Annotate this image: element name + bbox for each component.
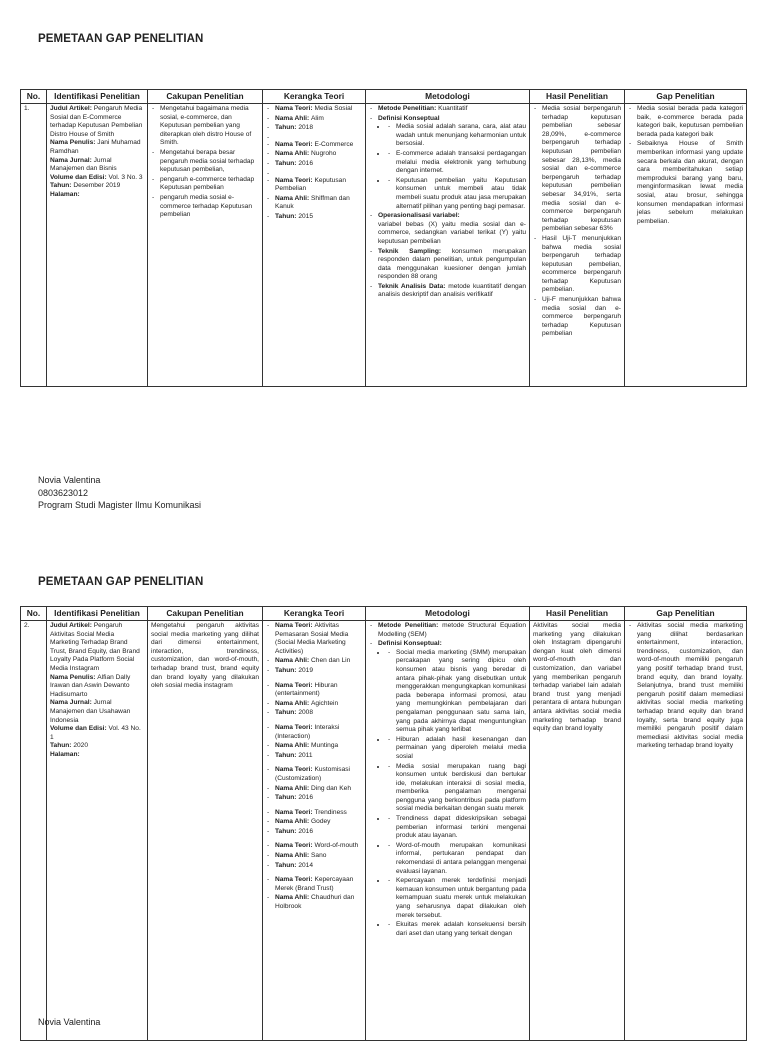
- list-item: - Tahun: 2011: [266, 752, 362, 761]
- cell-no: 1.: [21, 104, 47, 387]
- header-metodologi: Metodologi: [366, 607, 530, 621]
- list-item: - Nama Ahli: Chaudhuri dan Holbrook: [266, 894, 362, 911]
- value-tahun: Desember 2019: [73, 182, 121, 190]
- cell-identifikasi: Judul Artikel: Pengaruh Media Sosial dan E-Commerce terhadap Keputusan Pembelian Distro House of Smith Nama Penulis: Jani Muhamad Ramdhan Nama Jurnal: Jurnal Manajemen dan Bisnis Volume dan Edisi: Vol. 3 No. 3 Tahun: Desember 2019 Halaman:: [47, 104, 148, 387]
- author-id: 0803623012: [38, 487, 89, 498]
- cell-hasil: Aktivitas social media marketing yang dilakukan oleh Instagram dipengaruhi dengan kuat oleh dimensi word-of-mouth dan customization, dan variabel yang memberikan pengaruh terhadap variabel lain adalah brand trust yang menjadi perantara di antara hubungan antara aktivitas social media marketing terhadap brand equity dan brand loyalty: [530, 621, 625, 1041]
- label-tahun: Tahun: [50, 182, 70, 190]
- list-item: - pengaruh e-commerce terhadap Keputusan pembelian: [151, 176, 259, 193]
- list-item: - Nama Ahli: Nugroho: [266, 150, 362, 159]
- list-item: - • Ekuitas merek adalah konsekuensi bersih dari aset dan utang yang terkait dengan: [387, 921, 526, 938]
- header-hasil: Hasil Penelitian: [530, 90, 625, 104]
- list-item: - Nama Ahli: Chen dan Lin: [266, 657, 362, 666]
- cell-identifikasi: Judul Artikel: Pengaruh Aktivitas Social Media Marketing Terhadap Brand Trust, Brand Equity, dan Brand Loyalty Pada Platform Social Media Instagram Nama Penulis: Alfian Dally Irawan dan Aswin Dewanto Hadisumarto Nama Jurnal: Jurnal Manajemen dan Usahawan Indonesia Volume dan Edisi: Vol. 43 No. 1 Tahun: 2020 Halaman:: [47, 621, 148, 1041]
- cell-cakupan: Mengetahui pengaruh aktivitas social media marketing yang dilihat dari dimensi entertainment, interaction, trendiness, customization, dan word-of-mouth, terhadap brand trust, brand equity dan brand loyalty yang dilakukan oleh sosial media instagram: [148, 621, 263, 1041]
- label-penulis: Nama Penulis: [50, 139, 94, 147]
- value-jurnal: Jurnal Manajemen dan Bisnis: [50, 156, 117, 173]
- list-item: - Definisi Konseptual: - • Social media marketing (SMM) merupakan percakapan yang sering dipicu oleh konsumen atau bisnis yang beredar di antara pihak-pihak yang disebutkan untuk menggerakkan mengungkapkan komunikasi pada beberapa informasi promosi, atau yang memungkinkan pembelajaran dari pengalaman penggunaan satu sama lain, yang pada akhirnya dapat menguntungkan semua pihak yang terlibat - • Hiburan adalah hasil kesenangan dan permainan yang diperoleh melalui media sosial - • Media sosial merupakan ruang bagi konsumen untuk berdiskusi dan bertukar ide, melakukan interaksi di sosial media, memberika pengalaman mengenai pengguna yang berkontribusi pada platform sosial media berkaitan dengan suatu merek - • Trendiness dapat dideskripsikan sebagai pemberian informasi terkini mengenai produk atau layanan. - • Word-of-mouth merupakan komunikasi informal, pertukaran pendapat dan rekomendasi di antara pelanggan mengenai evaluasi layanan. - • Kepercayaan merek terdefinisi menjadi kemauan konsumen untuk bergantung pada kemampuan suatu merek untuk melakukan yang seharusnya dapat dilakukan oleh merek tersebut. - • Ekuitas merek adalah konsekuensi bersih dari aset dan utang yang terkait dengan: [369, 640, 526, 938]
- list-item: - Mengetahui bagaimana media sosial, e-commerce, dan Keputusan pembelian yang diterapkan oleh distro House of Smith.: [151, 105, 259, 148]
- teori-group: [266, 876, 362, 911]
- cell-kerangka-teori: [263, 621, 366, 1041]
- teori-group: [266, 766, 362, 802]
- list-item: - Hasil Uji-T menunjukkan bahwa media sosial berpengaruh terhadap keputusan pembelian, ecommerce berpengaruh terhadap Keputusan pembelian.: [533, 235, 621, 295]
- teori-group: [266, 622, 362, 676]
- list-item: - • Kepercayaan merek terdefinisi menjadi kemauan konsumen untuk bergantung pada kemampuan suatu merek untuk melakukan yang seharusnya dapat dilakukan oleh merek tersebut.: [387, 877, 526, 920]
- table-row: [21, 621, 747, 1041]
- list-item: - Tahun: 2018: [266, 124, 362, 133]
- label-jurnal: Nama Jurnal: [50, 156, 90, 164]
- list-item: - Nama Teori: Aktivitas Pemasaran Sosial Media (Social Media Marketing Activities): [266, 622, 362, 656]
- list-item: - Nama Teori: Kustomisasi (Customization): [266, 766, 362, 783]
- teori-group: [266, 724, 362, 760]
- header-kerangka-teori: Kerangka Teori: [263, 607, 366, 621]
- cell-hasil: [530, 104, 625, 387]
- list-item: - pengaruh media sosial e-commerce terhadap Keputusan pembelian: [151, 194, 259, 220]
- list-item: - Mengetahui berapa besar pengaruh media sosial terhadap keputusan pembelian,: [151, 149, 259, 175]
- header-gap: Gap Penelitian: [625, 607, 747, 621]
- cell-gap: [625, 621, 747, 1041]
- label-halaman: Halaman: [50, 190, 78, 198]
- page-title: PEMETAAN GAP PENELITIAN: [38, 576, 204, 588]
- table-header-row: [21, 90, 747, 104]
- header-gap: Gap Penelitian: [625, 90, 747, 104]
- teori-list: [266, 622, 362, 912]
- header-hasil: Hasil Penelitian: [530, 607, 625, 621]
- gap-table-2: [20, 606, 747, 1041]
- cell-cakupan: [148, 104, 263, 387]
- list-item: - Aktivitas social media marketing yang dilihat berdasarkan entertainment, interaction, trendiness, customization, dan word-of-mouth memiliki pengaruh yang positif terhadap brand trust, brand equity, dan brand loyalty. Selanjutnya, brand trust memiliki pengaruh positif dalam memediasi aktivitas social media marketing terhadap brand equity dan brand loyalty, serta brand equity juga memiliki pengaruh positif dalam memediasi aktivitas social media marketing terhadap brand loyalty: [628, 622, 743, 751]
- list-item: - Nama Ahli: Sano: [266, 852, 362, 861]
- list-item: - • Keputusan pembelian yaitu Keputusan konsumen untuk membeli atau tidak membeli suatu produk atau jasa merupakan alternatif pilihan yang penting bagi pemasar.: [387, 177, 526, 211]
- author-block: [38, 474, 201, 512]
- author-program: Program Studi Magister Ilmu Komunikasi: [38, 500, 202, 510]
- header-identifikasi: Identifikasi Penelitian: [47, 607, 148, 621]
- header-identifikasi: Identifikasi Penelitian: [47, 90, 148, 104]
- cell-metodologi: [366, 104, 530, 387]
- teori-group: [266, 809, 362, 837]
- list-item: - Nama Teori: Word-of-mouth: [266, 842, 362, 851]
- list-item: - Nama Ahli: Shiffman dan Kanuk: [266, 195, 362, 212]
- table-row: [21, 104, 747, 387]
- list-item: - Nama Teori: Kepercayaan Merek (Brand Trust): [266, 876, 362, 893]
- list-item: - Nama Teori: Trendiness: [266, 809, 362, 818]
- list-item: - Teknik Analisis Data: metode kuantitatif dengan analisis deskriptif dan analisis verifikatif: [369, 283, 526, 300]
- cell-kerangka-teori: [263, 104, 366, 387]
- teori-group: [266, 682, 362, 718]
- gap-table-1: [20, 89, 747, 387]
- list-item: - Sebaiknya House of Smith memberikan informasi yang update secara berkala dan akurat, dengan cara memberitahukan setiap memproduksi barang yang baru, menginformasikan lewat media sosial, atau brosur, sehingga konsumen mendapatkan informasi jelas sebelum melakukan pembelian.: [628, 140, 743, 226]
- list-item: - Tahun: 2008: [266, 709, 362, 718]
- header-kerangka-teori: Kerangka Teori: [263, 90, 366, 104]
- list-item: - Operasionalisasi variabel: variabel bebas (X) yaitu media sosial dan e-commerce, sedangkan variabel terikat (Y) yaitu keputusan pembelian: [369, 212, 526, 246]
- list-item: - • Media sosial merupakan ruang bagi konsumen untuk berdiskusi dan bertukar ide, melakukan interaksi di sosial media, memberika pengalaman mengenai pengguna yang berkontribusi pada platform sosial media berkaitan dengan suatu merek: [387, 763, 526, 815]
- author-name: Novia Valentina: [38, 475, 101, 485]
- list-item: - Tahun: 2014: [266, 862, 362, 871]
- list-item: - Teknik Sampling: konsumen merupakan responden dalam penelitian, untuk pengumpulan data menggunakan kuesioner dengan jumlah responden 88 orang: [369, 248, 526, 282]
- cell-gap: [625, 104, 747, 387]
- list-item: - Nama Ahli: Muntinga: [266, 742, 362, 751]
- header-cakupan: Cakupan Penelitian: [148, 607, 263, 621]
- page-title: PEMETAAN GAP PENELITIAN: [38, 33, 204, 45]
- table-header-row: [21, 607, 747, 621]
- list-item: - Nama Teori: Hiburan (entertainment): [266, 682, 362, 699]
- header-no: No.: [21, 90, 47, 104]
- header-cakupan: Cakupan Penelitian: [148, 90, 263, 104]
- list-item: - Media sosial berada pada kategori baik, e-commerce berada pada kategori baik, keputusan pembelian berada pada kategori baik: [628, 105, 743, 139]
- list-item: - Nama Ahli: Ding dan Keh: [266, 785, 362, 794]
- list-item: - Metode Penelitian: Kuantitatif: [369, 105, 526, 114]
- value-penulis: Jani Muhamad Ramdhan: [50, 139, 141, 155]
- cell-no: 2.: [21, 621, 47, 1041]
- list-item: - Nama Ahli: Agichtein: [266, 700, 362, 709]
- list-item: - Nama Teori: Interaksi (Interaction): [266, 724, 362, 741]
- cell-metodologi: [366, 621, 530, 1041]
- label-judul: Judul Artikel: [50, 105, 90, 112]
- list-item: - Tahun: 2016: [266, 160, 362, 169]
- list-item: - Nama Ahli: Alim: [266, 115, 362, 124]
- author-name-footer: Novia Valentina: [38, 1017, 101, 1027]
- list-item: - Tahun: 2019: [266, 667, 362, 676]
- label-volume: Volume dan Edisi: [50, 173, 105, 181]
- list-item: - Metode Penelitian: metode Structural Equation Modelling (SEM): [369, 622, 526, 639]
- list-item: - Nama Teori: Keputusan Pembelian: [266, 177, 362, 194]
- list-item: - • Social media marketing (SMM) merupakan percakapan yang sering dipicu oleh konsumen atau bisnis yang beredar di antara pihak-pihak yang disebutkan untuk menggerakkan mengungkapkan komunikasi pada beberapa informasi promosi, atau yang memungkinkan pembelajaran dari pengalaman penggunaan satu sama lain, yang pada akhirnya dapat menguntungkan semua pihak yang terlibat: [387, 649, 526, 735]
- list-item: - • Hiburan adalah hasil kesenangan dan permainan yang diperoleh melalui media sosial: [387, 736, 526, 762]
- list-item: - Tahun: 2016: [266, 794, 362, 803]
- list-item: - Tahun: 2015: [266, 213, 362, 222]
- list-item: - • Trendiness dapat dideskripsikan sebagai pemberian informasi terkini mengenai produk atau layanan.: [387, 815, 526, 841]
- list-item: - Nama Teori: Media Sosial: [266, 105, 362, 114]
- list-item: - Definisi Konseptual - • Media sosial adalah sarana, cara, alat atau wadah untuk menunjang keharmonian untuk bersosial. - • E-commerce adalah transaksi perdagangan melalui media elektronik yang terhubung dengan internet. - • Keputusan pembelian yaitu Keputusan konsumen untuk membeli atau tidak membeli suatu produk atau jasa merupakan alternatif pilihan yang penting bagi pemasar.: [369, 115, 526, 212]
- list-item: - Uji-F menunjukkan bahwa media sosial dan e-commerce berpengaruh terhadap Keputusan pembelian: [533, 296, 621, 339]
- list-item: - • Media sosial adalah sarana, cara, alat atau wadah untuk menunjang keharmonian untuk bersosial.: [387, 123, 526, 149]
- teori-group: [266, 842, 362, 870]
- list-item: - Tahun: 2016: [266, 828, 362, 837]
- header-metodologi: Metodologi: [366, 90, 530, 104]
- header-no: No.: [21, 607, 47, 621]
- list-item: - • Word-of-mouth merupakan komunikasi informal, pertukaran pendapat dan rekomendasi di antara pelanggan mengenai evaluasi layanan.: [387, 842, 526, 876]
- list-item: - Nama Ahli: Godey: [266, 818, 362, 827]
- value-volume: Vol. 3 No. 3: [108, 173, 143, 181]
- list-item: - Nama Teori: E-Commerce: [266, 141, 362, 150]
- list-item: - • E-commerce adalah transaksi perdagangan melalui media elektronik yang terhubung dengan internet.: [387, 150, 526, 176]
- list-item: - Media sosial berpengaruh terhadap keputusan pembelian sebesar 28,09%, e-commerce berpengaruh terhadap keputusan pembelian sebesar 28,13%, media sosial dan e-commerce berpengaruh terhadap keputusan pembelian sebesar 34,91%, serta media sosial dan e-commerce berpengaruh terhadap keputusan pembelian sebesar 63%: [533, 105, 621, 234]
- value-judul: Pengaruh Media Sosial dan E-Commerce terhadap Keputusan Pembelian Distro House of Smith: [50, 105, 143, 138]
